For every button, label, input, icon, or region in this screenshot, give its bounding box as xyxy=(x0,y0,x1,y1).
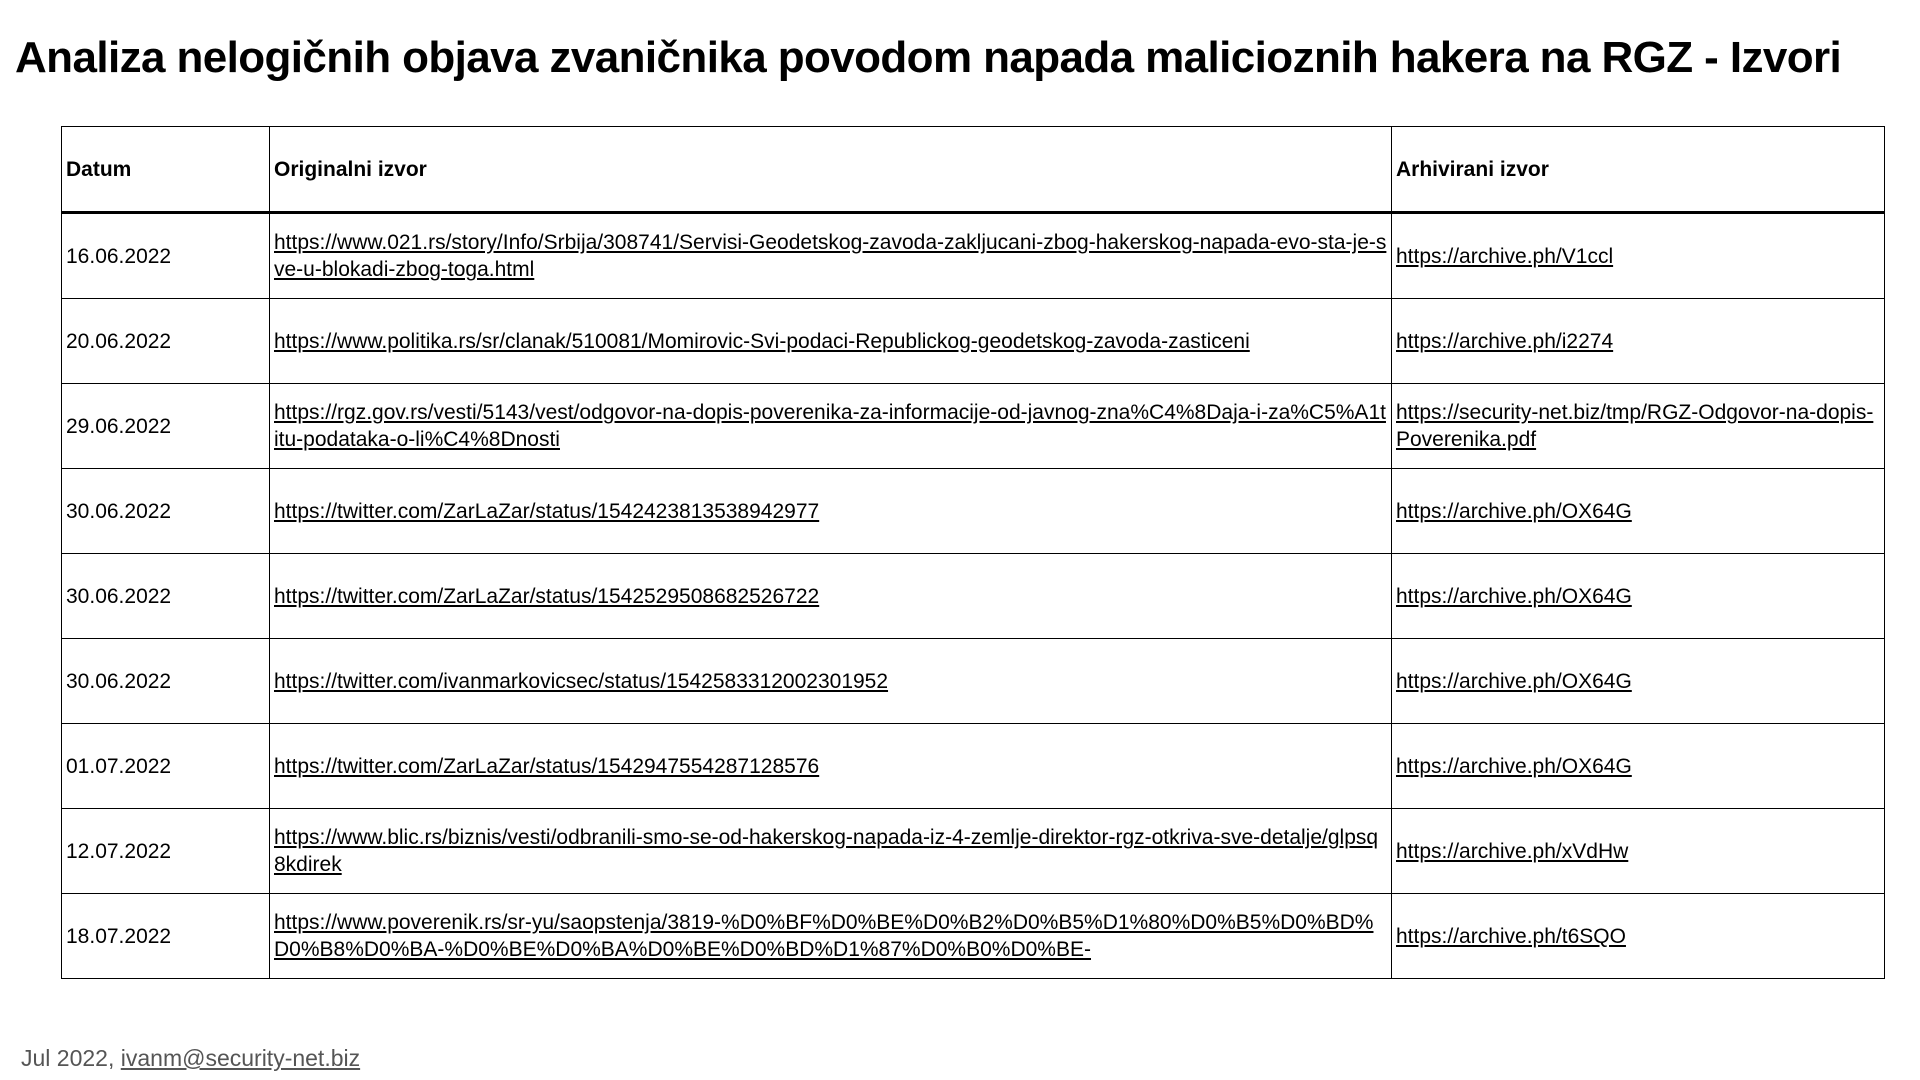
original-source-cell xyxy=(270,554,1392,639)
archived-source-link[interactable]: https://archive.ph/OX64G xyxy=(1396,754,1632,778)
table-row xyxy=(62,384,1885,469)
date-cell: 12.07.2022 xyxy=(62,809,270,894)
footer-email-link[interactable]: ivanm@security-net.biz xyxy=(120,1045,361,1071)
archived-source-cell xyxy=(1392,384,1885,469)
original-source-link[interactable]: https://rgz.gov.rs/vesti/5143/vest/odgovor-na-dopis-poverenika-za-informacije-od-javnog-zna%C4%8Daja-i-za%C5%A1titu-podataka-o-li%C4%8Dnosti xyxy=(274,401,1386,451)
header-date: Datum xyxy=(62,127,270,213)
date-cell: 16.06.2022 xyxy=(62,213,270,299)
archived-source-cell xyxy=(1392,213,1885,299)
archived-source-link[interactable]: https://security-net.biz/tmp/RGZ-Odgovor-na-dopis-Poverenika.pdf xyxy=(1396,401,1874,451)
archived-source-cell xyxy=(1392,639,1885,724)
original-source-cell xyxy=(270,299,1392,384)
table-row xyxy=(62,554,1885,639)
original-source-link[interactable]: https://twitter.com/ZarLaZar/status/1542529508682526722 xyxy=(274,584,820,608)
table-row xyxy=(62,809,1885,894)
header-archived-source: Arhivirani izvor xyxy=(1392,127,1885,213)
original-source-cell xyxy=(270,469,1392,554)
date-cell: 30.06.2022 xyxy=(62,554,270,639)
original-source-link[interactable]: https://twitter.com/ZarLaZar/status/1542947554287128576 xyxy=(274,754,820,778)
archived-source-cell xyxy=(1392,724,1885,809)
sources-table xyxy=(61,126,1885,979)
archived-source-link[interactable]: https://archive.ph/xVdHw xyxy=(1396,839,1629,863)
original-source-link[interactable]: https://twitter.com/ivanmarkovicsec/status/1542583312002301952 xyxy=(274,669,889,693)
original-source-link[interactable]: https://twitter.com/ZarLaZar/status/1542423813538942977 xyxy=(274,499,820,523)
date-cell: 29.06.2022 xyxy=(62,384,270,469)
table-row xyxy=(62,299,1885,384)
date-cell: 30.06.2022 xyxy=(62,639,270,724)
archived-source-link[interactable]: https://archive.ph/OX64G xyxy=(1396,669,1632,693)
table-row xyxy=(62,724,1885,809)
date-cell: 18.07.2022 xyxy=(62,894,270,979)
archived-source-cell xyxy=(1392,469,1885,554)
original-source-cell xyxy=(270,894,1392,979)
header-original-source: Originalni izvor xyxy=(270,127,1392,213)
original-source-link[interactable]: https://www.poverenik.rs/sr-yu/saopstenja/3819-%D0%BF%D0%BE%D0%B2%D0%B5%D1%80%D0%B5%D0%BD%D0%B8%D0%BA-%D0%BE%D0%BA%D0%BE%D0%BD%D1%87%D0%B0%D0%BE- xyxy=(274,911,1374,961)
archived-source-link[interactable]: https://archive.ph/i2274 xyxy=(1396,329,1614,353)
original-source-cell xyxy=(270,724,1392,809)
table-row xyxy=(62,894,1885,979)
original-source-link[interactable]: https://www.blic.rs/biznis/vesti/odbranili-smo-se-od-hakerskog-napada-iz-4-zemlje-direktor-rgz-otkriva-sve-detalje/glpsq8kdirek xyxy=(274,826,1379,876)
archived-source-cell xyxy=(1392,809,1885,894)
date-cell: 20.06.2022 xyxy=(62,299,270,384)
page-title: Analiza nelogičnih objava zvaničnika povodom napada malicioznih hakera na RGZ - Izvori xyxy=(15,33,1842,82)
original-source-link[interactable]: https://www.021.rs/story/Info/Srbija/308741/Servisi-Geodetskog-zavoda-zakljucani-zbog-hakerskog-napada-evo-sta-je-sve-u-blokadi-zbog-toga.html xyxy=(274,231,1387,281)
table-header-row xyxy=(62,127,1885,213)
footer xyxy=(21,1045,360,1072)
date-cell: 01.07.2022 xyxy=(62,724,270,809)
original-source-cell xyxy=(270,213,1392,299)
original-source-cell xyxy=(270,384,1392,469)
original-source-cell xyxy=(270,639,1392,724)
archived-source-cell xyxy=(1392,554,1885,639)
archived-source-link[interactable]: https://archive.ph/OX64G xyxy=(1396,584,1632,608)
archived-source-cell xyxy=(1392,894,1885,979)
original-source-cell xyxy=(270,809,1392,894)
archived-source-link[interactable]: https://archive.ph/OX64G xyxy=(1396,499,1632,523)
archived-source-link[interactable]: https://archive.ph/V1ccl xyxy=(1396,244,1614,268)
archived-source-link[interactable]: https://archive.ph/t6SQO xyxy=(1396,924,1626,948)
table-row xyxy=(62,213,1885,299)
date-cell: 30.06.2022 xyxy=(62,469,270,554)
archived-source-cell xyxy=(1392,299,1885,384)
table-row xyxy=(62,639,1885,724)
footer-date: Jul 2022, xyxy=(21,1045,121,1071)
original-source-link[interactable]: https://www.politika.rs/sr/clanak/510081/Momirovic-Svi-podaci-Republickog-geodetskog-zavoda-zasticeni xyxy=(274,329,1250,353)
table-row xyxy=(62,469,1885,554)
